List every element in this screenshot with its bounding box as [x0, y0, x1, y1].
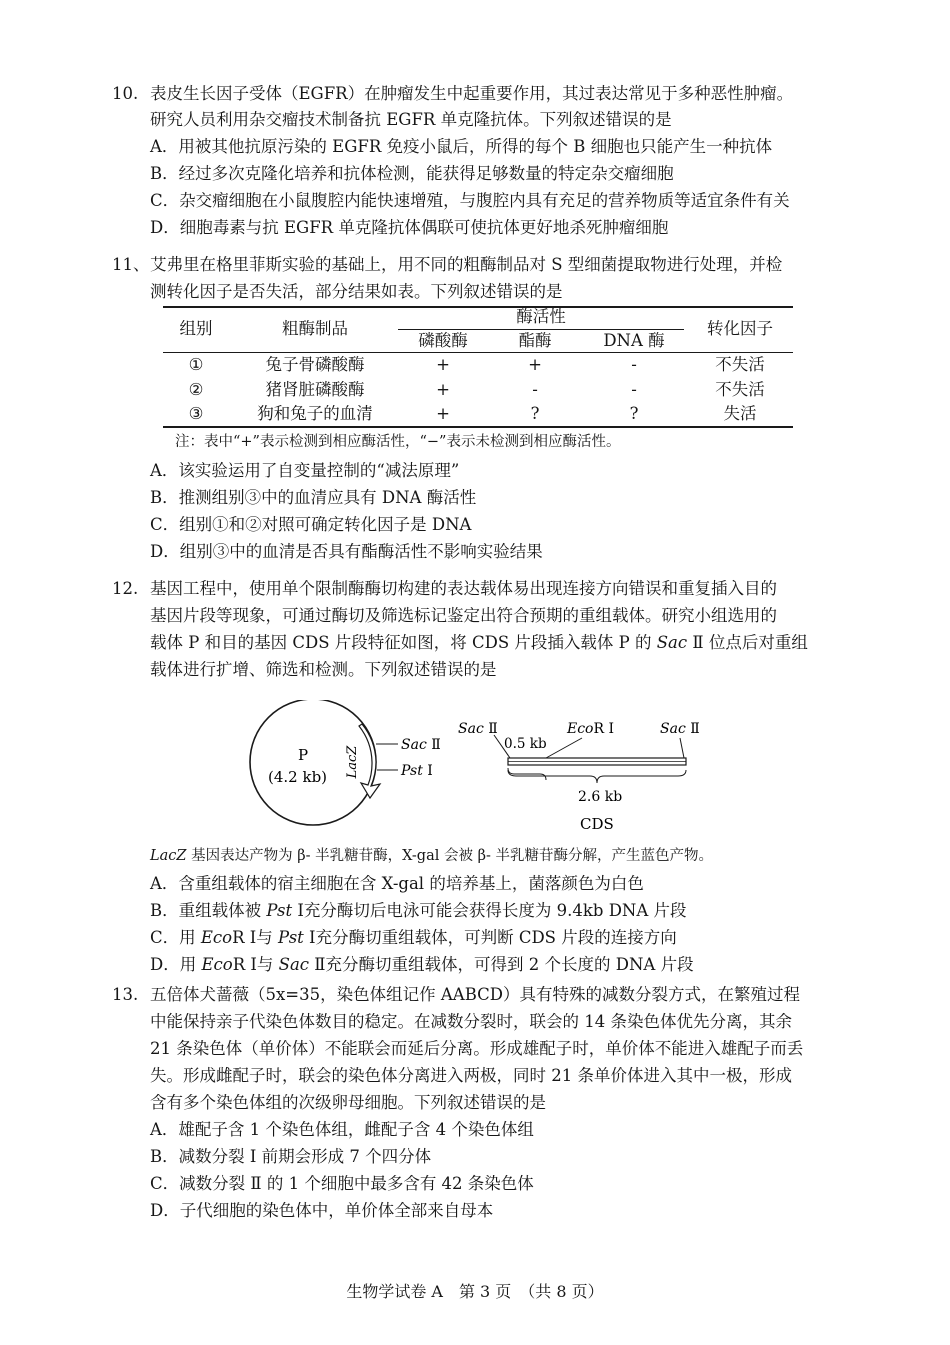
table-cell: ?: [629, 404, 639, 423]
q11-option-a: A．该实验运用了自变量控制的“减法原理”: [150, 461, 460, 480]
table-cell: 兔子骨磷酸酶: [265, 355, 365, 374]
bracket-long: [508, 770, 686, 783]
th-dnase: DNA 酶: [603, 331, 665, 350]
cds-eco-leader: [546, 738, 582, 758]
table-header-rule: [163, 352, 793, 353]
q11-stem-line-1: 艾弗里在格里菲斯实验的基础上，用不同的粗酶制品对 S 型细菌提取物进行处理，并检: [150, 255, 783, 274]
q10-option-d: D．细胞毒素与抗 EGFR 单克隆抗体偶联可使抗体更好地杀死肿瘤细胞: [150, 218, 669, 237]
cds-sac-right: Sac Ⅱ: [660, 721, 700, 737]
q13-stem-line-5: 含有多个染色体组的次级卵母细胞。下列叙述错误的是: [150, 1093, 546, 1112]
q13-option-a: A．雄配子含 1 个染色体组，雌配子含 4 个染色体组: [150, 1120, 534, 1139]
q11-number: 11、: [112, 255, 150, 274]
plasmid-cds-figure: [240, 700, 720, 845]
th-phosphatase: 磷酸酶: [418, 331, 468, 350]
q12-option-c: C．用 EcoR Ⅰ与 Pst Ⅰ充分酶切重组载体，可判断 CDS 片段的连接方向: [150, 928, 677, 947]
q12-option-a: A．含重组载体的宿主细胞在含 X-gal 的培养基上，菌落颜色为白色: [150, 874, 644, 893]
q13-stem-line-3: 21 条染色体（单价体）不能联会而延后分离。形成雄配子时，单价体不能进入雄配子而丢: [150, 1039, 804, 1058]
bracket-short: [508, 768, 546, 780]
q12-option-d: D．用 EcoR Ⅰ与 Sac Ⅱ充分酶切重组载体，可得到 2 个长度的 DNA 片段: [150, 955, 694, 974]
q11-option-c: C．组别①和②对照可确定转化因子是 DNA: [150, 515, 472, 534]
cds-long-length: 2.6 kb: [578, 789, 623, 805]
th-esterase: 酯酶: [518, 331, 552, 350]
q12-number: 12.: [112, 579, 139, 598]
table-cell: 失活: [723, 404, 757, 423]
q10-option-b: B．经过多次克隆化培养和抗体检测，能获得足够数量的特定杂交瘤细胞: [150, 164, 674, 183]
table-cell: +: [436, 355, 450, 374]
table-note: 注：表中“+”表示检测到相应酶活性，“−”表示未检测到相应酶活性。: [175, 434, 621, 450]
q12-stem-line-3: 载体 P 和目的基因 CDS 片段特征如图，将 CDS 片段插入载体 P 的 Sac Ⅱ 位点后对重组: [150, 633, 808, 652]
q13-option-c: C．减数分裂 Ⅱ 的 1 个细胞中最多含有 42 条染色体: [150, 1174, 534, 1193]
q10-stem-line-2: 研究人员利用杂交瘤技术制备抗 EGFR 单克隆抗体。下列叙述错误的是: [150, 110, 672, 129]
cds-eco-site: EcoR Ⅰ: [567, 721, 615, 737]
lacz-label: LacZ: [345, 745, 360, 779]
table-cell: -: [532, 380, 538, 399]
th-factor: 转化因子: [707, 319, 773, 338]
q11-stem-line-2: 测转化因子是否失活，部分结果如表。下列叙述错误的是: [150, 282, 563, 301]
plasmid-sac-site: Sac Ⅱ: [401, 737, 441, 753]
plasmid-name: P: [298, 746, 309, 764]
lacz-arrow-icon: [359, 724, 380, 798]
table-cell: 不失活: [715, 355, 765, 374]
plasmid-pst-site: Pst Ⅰ: [401, 763, 433, 779]
cds-short-length: 0.5 kb: [504, 736, 547, 752]
q10-number: 10.: [112, 84, 139, 103]
q12-option-b: B．重组载体被 Pst Ⅰ充分酶切后电泳可能会获得长度为 9.4kb DNA 片段: [150, 901, 687, 920]
table-cell: +: [528, 355, 542, 374]
q10-stem-line-1: 表皮生长因子受体（EGFR）在肿瘤发生中起重要作用，其过表达常见于多种恶性肿瘤。: [150, 84, 794, 103]
table-cell: -: [631, 355, 637, 374]
q12-stem-line-1: 基因工程中，使用单个限制酶酶切构建的表达载体易出现连接方向错误和重复插入目的: [150, 579, 777, 598]
page-footer: 生物学试卷 A 第 3 页 （共 8 页）: [346, 1282, 604, 1301]
table-cell: +: [436, 380, 450, 399]
table-cell: ②: [188, 380, 204, 399]
table-cell: ③: [188, 404, 204, 423]
q13-option-b: B．减数分裂 Ⅰ 前期会形成 7 个四分体: [150, 1147, 432, 1166]
q13-stem-line-1: 五倍体犬蔷薇（5x=35，染色体组记作 AABCD）具有特殊的减数分裂方式，在繁殖过程: [150, 985, 800, 1004]
table-cell: ?: [530, 404, 540, 423]
th-prep: 粗酶制品: [282, 319, 348, 338]
table-cell: ①: [188, 355, 204, 374]
q13-number: 13.: [112, 985, 139, 1004]
q12-stem-line-4: 载体进行扩增、筛选和检测。下列叙述错误的是: [150, 660, 497, 679]
table-cell: 猪肾脏磷酸酶: [265, 380, 365, 399]
table-cell: -: [631, 380, 637, 399]
q13-option-d: D．子代细胞的染色体中，单价体全部来自母本: [150, 1201, 494, 1220]
th-group: 组别: [179, 319, 213, 338]
q13-stem-line-4: 失。形成雌配子时，联会的染色体分离进入两极，同时 21 条单价体进入其中一极，形成: [150, 1066, 792, 1085]
plasmid-size: (4.2 kb): [268, 768, 328, 786]
cds-sac-left: Sac Ⅱ: [458, 721, 498, 737]
q10-option-a: A．用被其他抗原污染的 EGFR 免疫小鼠后，所得的每个 B 细胞也只能产生一种抗体: [150, 137, 773, 156]
table-cell: 狗和兔子的血清: [257, 404, 373, 423]
table-cell: 不失活: [715, 380, 765, 399]
cds-right-leader: [680, 738, 684, 758]
table-bottom-rule: [163, 426, 793, 428]
th-activity: 酶活性: [516, 307, 566, 326]
cds-label: CDS: [580, 815, 614, 833]
q11-option-b: B．推测组别③中的血清应具有 DNA 酶活性: [150, 488, 477, 507]
q12-stem-line-2: 基因片段等现象，可通过酶切及筛选标记鉴定出符合预期的重组载体。研究小组选用的: [150, 606, 777, 625]
q11-option-d: D．组别③中的血清是否具有酯酶活性不影响实验结果: [150, 542, 543, 561]
table-cell: +: [436, 404, 450, 423]
figure-note: LacZ 基因表达产物为 β- 半乳糖苷酶，X-gal 会被 β- 半乳糖苷酶分解，产生蓝色产物。: [150, 848, 713, 864]
q10-option-c: C．杂交瘤细胞在小鼠腹腔内能快速增殖，与腹腔内具有充足的营养物质等适宜条件有关: [150, 191, 790, 210]
q13-stem-line-2: 中能保持亲子代染色体数目的稳定。在减数分裂时，联会的 14 条染色体优先分离，其余: [150, 1012, 792, 1031]
